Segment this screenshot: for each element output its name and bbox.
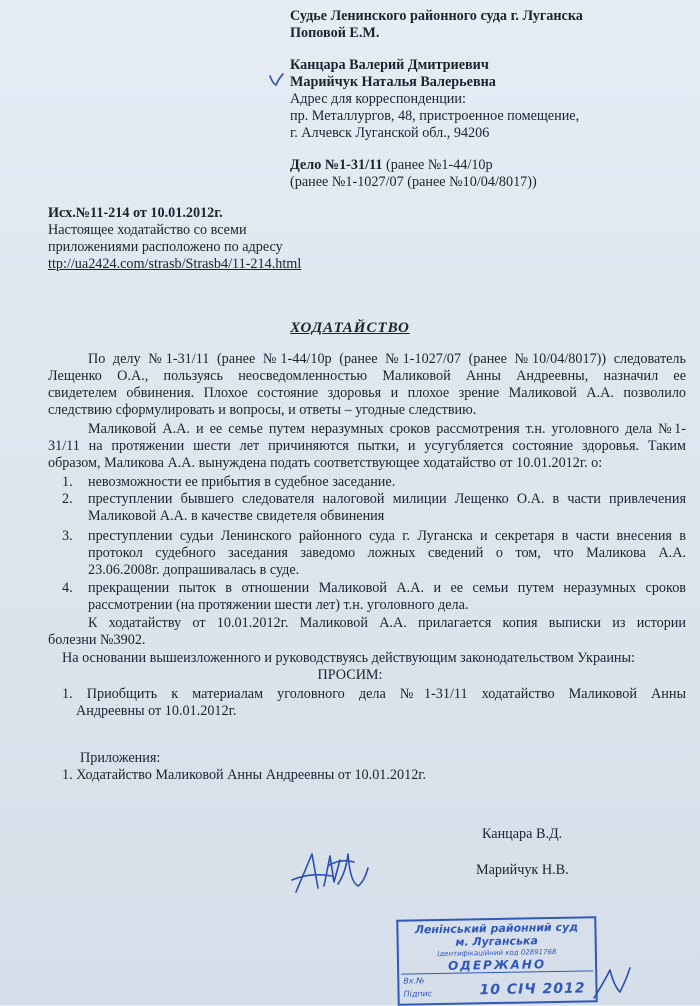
sender-line-1: Канцара Валерий Дмитриевич xyxy=(290,57,489,73)
stamp-incoming-number-label: Вх.№ xyxy=(403,976,425,986)
case-number-line-2: (ранее №1-1027/07 (ранее №10/04/8017)) xyxy=(290,174,537,190)
handwritten-signature-image xyxy=(288,842,378,904)
list-item-text: преступлении судьи Ленинского районного суда г. Луганска и секретаря в части внесения в xyxy=(88,528,686,544)
list-item-continuation: рассмотрении (на протяжении шести лет) т.н. уголовного дела. xyxy=(88,597,469,613)
case-number-line-1 xyxy=(290,157,493,174)
stamp-received-label: ОДЕРЖАНО xyxy=(447,957,547,973)
handwritten-check-mark xyxy=(268,72,286,88)
outgoing-url-link[interactable]: ttp://ua2424.com/strasb/Strasb4/11-214.html xyxy=(48,256,302,272)
paragraph-1-line-3: свидетелем обвинения. Плохое состояние здоровья и плохое зрение Маликовой А.А. позволило xyxy=(48,385,686,401)
list-item-number: 2. xyxy=(62,491,73,507)
list-item xyxy=(62,474,395,491)
basis-paragraph: На основании вышеизложенного и руководствуясь действующим законодательством Украины: xyxy=(62,650,636,666)
request-heading: ПРОСИМ: xyxy=(317,667,383,683)
list-item-continuation: 23.06.2008г. допрашивалась в суде. xyxy=(88,562,300,578)
stamp-signature-label: Підпис xyxy=(403,989,433,999)
paragraph-2-line-2: 31/11 на протяжении шести лет причиняются пытки, и усугубляется состояние здоровья. Таким xyxy=(48,438,686,454)
court-received-stamp xyxy=(396,916,597,1005)
sender-line-2: Марийчук Наталья Валерьевна xyxy=(290,74,496,90)
paragraph-3-line-2: болезни №3902. xyxy=(48,632,146,648)
stamp-handwritten-mark xyxy=(590,962,634,1002)
case-number-rest: (ранее №1-44/10р xyxy=(382,157,493,173)
address-line-1: пр. Металлургов, 48, пристроенное помещение, xyxy=(290,108,580,124)
addressee-line-2: Поповой Е.М. xyxy=(290,25,380,41)
list-item-number: 1. xyxy=(62,474,73,490)
outgoing-note-2: приложениями расположено по адресу xyxy=(48,239,283,255)
case-number-bold: Дело №1-31/11 xyxy=(290,157,383,173)
paragraph-1-line-4: следствию сформулировать и вопросы, и ответы – угодные следствию. xyxy=(48,402,477,418)
address-line-2: г. Алчевск Луганской обл., 94206 xyxy=(290,125,490,141)
stamp-id-code: Ідентифікаційний код 02891768 xyxy=(437,947,557,959)
request-item-1-line-2: Андреевны от 10.01.2012г. xyxy=(76,703,237,719)
stamp-court-name: Ленінський районний суд xyxy=(414,920,579,937)
list-item-continuation: Маликовой А.А. в качестве свидетеля обвинения xyxy=(88,508,385,524)
addressee-line-1: Судье Ленинского районного суда г. Луганска xyxy=(290,8,583,24)
list-item-text: невозможности ее прибытия в судебное заседание. xyxy=(88,474,396,490)
paragraph-2-line-3: образом, Маликова А.А. вынуждена подать соответствующее ходатайство от 10.01.2012г. о: xyxy=(48,455,603,471)
list-item-number: 3. xyxy=(62,528,73,544)
list-item-text: преступлении бывшего следователя налоговой милиции Лещенко О.А. в части привлечения xyxy=(88,491,686,507)
paragraph-2-line-1: Маликовой А.А. и ее семье путем неразумных сроков рассмотрения т.н. уголовного дела №1- xyxy=(88,421,686,437)
request-item-1-line-1: 1. Приобщить к материалам уголовного дела №1-31/11 ходатайство Маликовой Анны xyxy=(62,686,686,702)
stamp-date: 10 СІЧ 2012 xyxy=(479,980,586,999)
outgoing-ref: Исх.№11-214 от 10.01.2012г. xyxy=(48,205,223,221)
list-item-text: прекращении пыток в отношении Маликовой А.А. и ее семьи путем неразумных сроков xyxy=(88,580,686,596)
paragraph-3-line-1: К ходатайству от 10.01.2012г. Маликовой А.А. прилагается копия выписки из истории xyxy=(88,615,686,631)
list-item xyxy=(62,491,686,508)
paragraph-1-line-2: Лещенко О.А., пользуясь неосведомленностью Маликовой Анны Андреевны, назначил ее xyxy=(48,368,686,384)
outgoing-note-1: Настоящее ходатайство со всеми xyxy=(48,222,247,238)
signature-name-1: Канцара В.Д. xyxy=(482,826,563,842)
attachment-item-1: 1. Ходатайство Маликовой Анны Андреевны от 10.01.2012г. xyxy=(62,767,427,783)
document-title: ХОДАТАЙСТВО xyxy=(290,320,410,336)
list-item-number: 4. xyxy=(62,580,73,596)
list-item-continuation: протокол судебного заседания заведомо ложных сведений о том, что Маликова А.А. xyxy=(88,545,686,561)
signature-name-2: Марийчук Н.В. xyxy=(476,862,569,878)
list-item xyxy=(62,528,686,545)
list-item xyxy=(62,580,686,597)
stamp-city: м. Луганська xyxy=(455,934,538,949)
paragraph-1-line-1: По делу №1-31/11 (ранее №1-44/10р (ранее №1-1027/07 (ранее №10/04/8017)) следователь xyxy=(88,351,686,367)
attachments-label: Приложения: xyxy=(80,750,161,766)
address-label: Адрес для корреспонденции: xyxy=(290,91,466,107)
